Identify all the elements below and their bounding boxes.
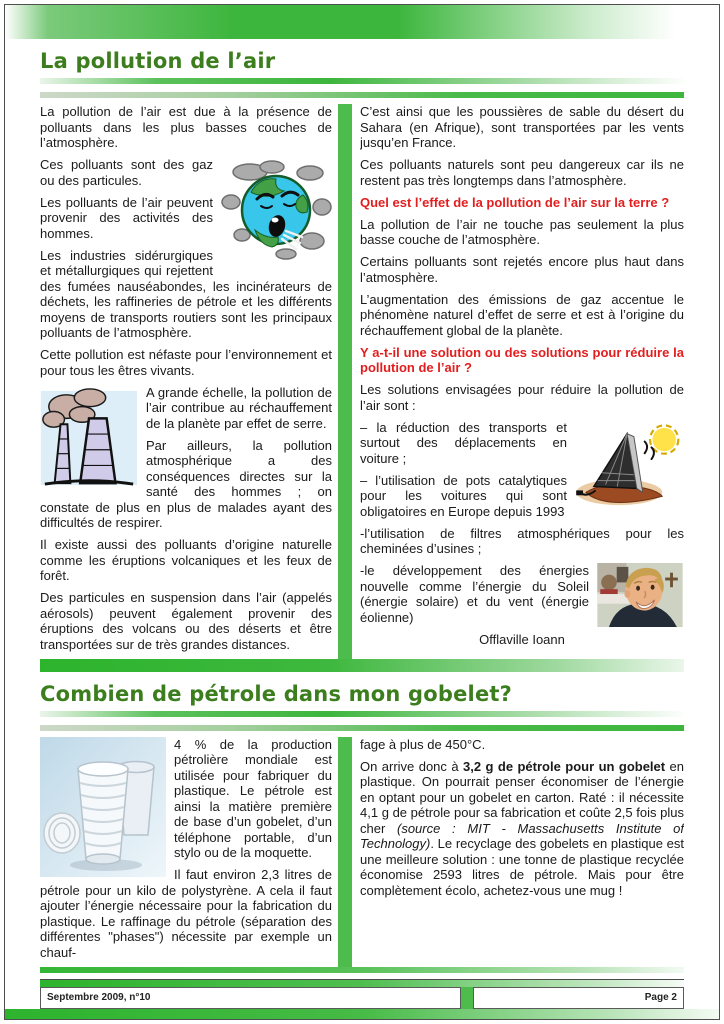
paragraph: C’est ainsi que les poussières de sable du désert du Sahara (en Afrique), sont transportées par les vents jusqu’en France. [360,104,684,150]
section1-columns [40,104,684,659]
solar-panel-clipart [574,420,684,508]
paragraph: Il faut environ 2,3 litres de pétrole pour un kilo de polystyrène. A cela il faut ajouter l’énergie nécessaire pour la fabrication du plastique. Le raffinage du pétrole (séparation des différentes "phases") nécessite par exemple un chauf- [40,867,332,960]
paragraph: -le développement des énergies nouvelle comme l’énergie du Soleil (énergie solaire) et du vent (énergie éolienne) [360,563,589,625]
footer-top-band [40,979,684,987]
paragraph: Les solutions envisagées pour réduire la pollution de l’air sont : [360,382,684,413]
text-segment: On arrive donc à [360,758,463,774]
column-divider [338,737,352,967]
section1-columns-wrap [40,92,684,672]
section2-top-rule [40,725,684,731]
paragraph: – la réduction des transports et surtout des déplacements en voiture ; [360,419,567,466]
text-segment: en plastique. On pourrait penser économiser de l’énergie en optant pour un gobelet en carton. Raté : il nécessite 4,1 g de pétrole pour sa fabrication et coûte 2,5 fois plus cher [360,758,684,836]
section2-title: Combien de pétrole dans mon gobelet? [40,681,513,706]
paragraph: Les polluants de l’air peuvent provenir des activités des hommes. [40,194,213,241]
footer-divider [461,987,473,1009]
section2-right-column [360,737,684,967]
paragraph: L’augmentation des émissions de gaz accentue le phénomène naturel d’effet de serre et est à l’origine du réchauffement global de la planète. [360,291,684,338]
section1-bottom-band [40,659,684,672]
page-border [4,4,720,1020]
paragraph: Il existe aussi des polluants d’origine naturelle comme les éruptions volcaniques et les feux de forêt. [40,537,332,583]
page-footer [40,979,684,1009]
paragraph: 4 % de la production pétrolière mondiale est utilisée pour fabriquer du plastique. Le pétrole est ainsi la matière première de base d’un gobelet, d’un téléphone portable, d’un stylo ou de la moquette. [174,736,332,860]
paragraph-rich [360,759,684,899]
section2-bottom-rule [40,967,684,973]
section1-title: La pollution de l’air [40,49,276,73]
footer-issue-label: Septembre 2009, n°10 [47,992,151,1003]
section2-left-column [40,737,332,967]
paragraph: Des particules en suspension dans l’air (appelés aérosols) peuvent également provenir des éruptions des volcans ou des déserts et être transportées sur de très grandes distances. [40,590,332,652]
paragraph: La pollution de l’air est due à la présence de polluants dans les plus basses couches de l’atmosphère. [40,104,332,150]
footer-issue-box [40,987,461,1009]
paragraph: Certains polluants sont rejetés encore plus haut dans l’atmosphère. [360,254,684,285]
footer-page-box [473,987,684,1009]
paragraph: fage à plus de 450°C. [360,736,486,752]
factory-smokestacks-illustration [40,385,138,489]
paragraph: Les industries sidérurgiques et métallurgiques qui rejettent des fumées nauséabondes, les incinérateurs de déchets, les raffineries de pétrole et les différents moyens de transports routiers sont les principaux polluants de l’atmosphère. [40,247,332,340]
footer-row [40,987,684,1009]
section1-right-column [360,104,684,659]
bold-petrol-amount: 3,2 g de pétrole pour un gobelet [463,758,666,774]
paragraph: Par ailleurs, la pollution atmosphérique a des conséquences directes sur la santé des hommes ; on constate de plus en plus de malades ayant des difficultés de respirer. [40,437,332,530]
top-decorative-band [5,5,719,39]
earth-pollution-illustration [220,157,332,261]
section2-columns-wrap [40,725,684,973]
title2-underline [40,711,684,717]
title1-underline [40,78,684,84]
paragraph: A grande échelle, la pollution de l’air contribue au réchauffement de la planète par effet de serre. [146,384,332,431]
schoolboy-photo [596,563,684,627]
column-divider [338,104,352,659]
paragraph: Ces polluants naturels sont peu dangereux car ils ne restent pas très longtemps dans l’atmosphère. [360,157,684,188]
question-heading-effect: Quel est l’effet de la pollution de l’air sur la terre ? [360,194,670,210]
text-segment: . Le recyclage des gobelets en plastique est une meilleure solution : une tonne de plastique recyclée économise 2593 litres de pétrole. Mais pour être complètement écolo, achetez-vous une mug ! [360,836,684,898]
section1-top-rule [40,92,684,98]
section-air-pollution [40,49,684,672]
italic-source-note: (source : MIT - Massachusetts Institute of Technology) [360,820,684,851]
paragraph: Cette pollution est néfaste pour l’environnement et pour tous les êtres vivants. [40,347,332,378]
bottom-decorative-band [5,1009,719,1021]
author-signature: Offlaville Ioann [479,631,565,647]
footer-page-number: Page 2 [644,992,677,1003]
page-content [5,49,719,1009]
paragraph: -l’utilisation de filtres atmosphériques pour les cheminées d’usines ; [360,525,684,556]
paragraph: – l’utilisation de pots catalytiques pour les voitures qui sont obligatoires en Europe depuis 1993 [360,472,567,519]
section2-columns [40,737,684,967]
question-heading-solutions: Y a-t-il une solution ou des solutions pour réduire la pollution de l’air ? [360,344,684,375]
section-petrol-cup [40,682,684,973]
section1-left-column [40,104,332,659]
plastic-cups-photo [40,737,166,877]
paragraph: La pollution de l’air ne touche pas seulement la plus basse couche de l’atmosphère. [360,216,684,247]
paragraph: Ces polluants sont des gaz ou des particules. [40,157,213,188]
